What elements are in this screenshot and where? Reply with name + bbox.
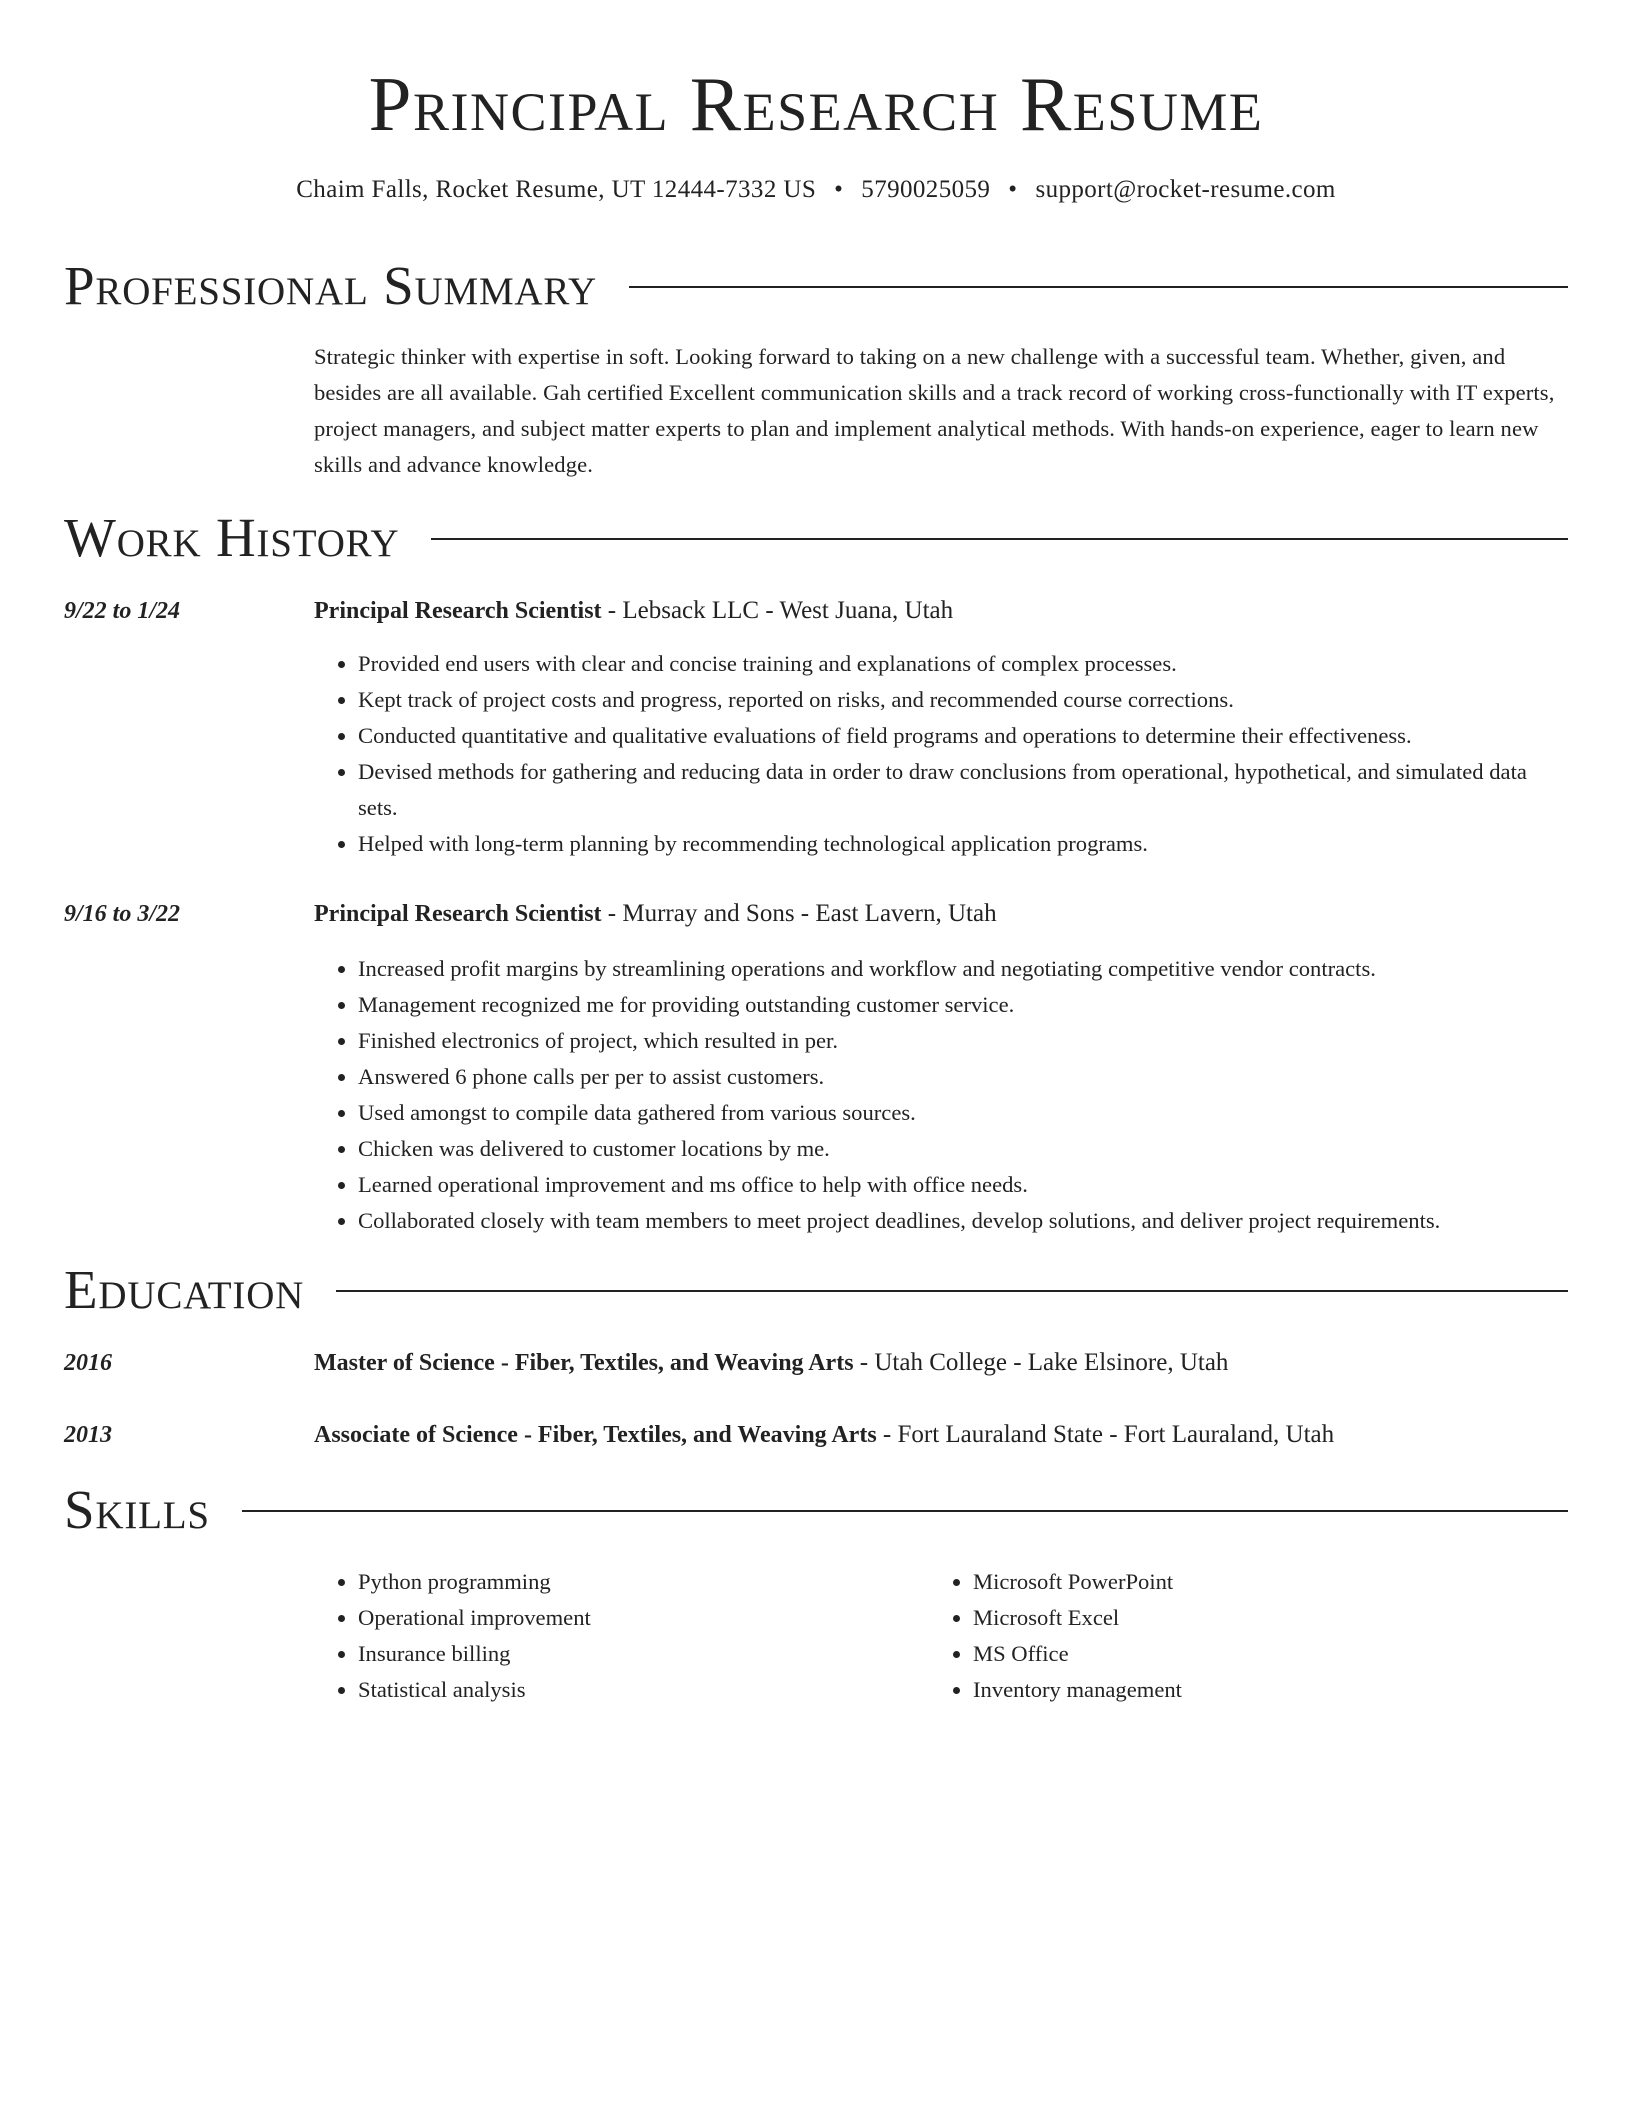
work-heading: Work History bbox=[64, 507, 400, 568]
education-section-header bbox=[64, 1259, 1568, 1321]
skill-item: • Python programming bbox=[358, 1564, 914, 1600]
contact-separator: • bbox=[1008, 176, 1018, 203]
section-divider bbox=[629, 286, 1568, 288]
job-bullets bbox=[314, 951, 1570, 1239]
skill-item: • Microsoft PowerPoint bbox=[973, 1564, 1569, 1600]
education-degree: Master of Science - Fiber, Textiles, and Weaving Arts bbox=[314, 1350, 854, 1376]
job-title: Principal Research Scientist bbox=[314, 901, 602, 927]
list-item: • Management recognized me for providing outstanding customer service. bbox=[358, 987, 1570, 1023]
skill-item: • MS Office bbox=[973, 1636, 1569, 1672]
skill-item: • Statistical analysis bbox=[358, 1672, 914, 1708]
education-year: 2013 bbox=[64, 1422, 112, 1448]
list-item: • Kept track of project costs and progress, reported on risks, and recommended course corrections. bbox=[358, 682, 1570, 718]
skills-list-right bbox=[929, 1564, 1569, 1708]
list-item: • Provided end users with clear and concise training and explanations of complex processes. bbox=[358, 646, 1570, 682]
education-details: - Utah College - Lake Elsinore, Utah bbox=[853, 1349, 1229, 1376]
job-bullets bbox=[314, 646, 1570, 862]
job-title: Principal Research Scientist bbox=[314, 598, 602, 624]
education-year: 2016 bbox=[64, 1350, 112, 1376]
job-dates: 9/22 to 1/24 bbox=[64, 598, 181, 624]
list-item: • Devised methods for gathering and reducing data in order to draw conclusions from operational, hypothetical, and simulated data sets. bbox=[358, 754, 1570, 826]
summary-section-header bbox=[64, 255, 1568, 317]
summary-heading: Professional Summary bbox=[64, 255, 598, 316]
job-heading bbox=[314, 593, 1570, 629]
skill-item: • Insurance billing bbox=[358, 1636, 914, 1672]
education-entry bbox=[314, 1345, 1570, 1381]
job-details: - Lebsack LLC - West Juana, Utah bbox=[601, 597, 954, 624]
list-item: • Helped with long-term planning by recommending technological application programs. bbox=[358, 826, 1570, 862]
skill-item: • Operational improvement bbox=[358, 1600, 914, 1636]
section-divider bbox=[336, 1290, 1568, 1292]
skills-heading: Skills bbox=[64, 1479, 210, 1540]
contact-phone: 5790025059 bbox=[861, 176, 991, 203]
job-dates: 9/16 to 3/22 bbox=[64, 901, 181, 927]
resume-name: Principal Research Resume bbox=[368, 61, 1264, 147]
skill-item: • Inventory management bbox=[973, 1672, 1569, 1708]
contact-email: support@rocket-resume.com bbox=[1035, 176, 1336, 203]
skills-list-left bbox=[314, 1564, 914, 1708]
summary-text: Strategic thinker with expertise in soft. Looking forward to taking on a new challenge with a successful team. Whether, given, and besides are all available. Gah certified Excellent communication skills and a track record of working cross-functionally with IT experts, project managers, and subject matter experts to plan and implement analytical methods. With hands-on experience, eager to learn new skills and advance knowledge. bbox=[314, 344, 1555, 477]
list-item: • Chicken was delivered to customer locations by me. bbox=[358, 1131, 1570, 1167]
job-details: - Murray and Sons - East Lavern, Utah bbox=[601, 900, 997, 927]
education-degree: Associate of Science - Fiber, Textiles, and Weaving Arts bbox=[314, 1422, 877, 1448]
education-details: - Fort Lauraland State - Fort Lauraland, Utah bbox=[876, 1421, 1335, 1448]
list-item: • Collaborated closely with team members to meet project deadlines, develop solutions, and deliver project requirements. bbox=[358, 1203, 1570, 1239]
work-section-header bbox=[64, 507, 1568, 569]
skill-item: • Microsoft Excel bbox=[973, 1600, 1569, 1636]
list-item: • Learned operational improvement and ms office to help with office needs. bbox=[358, 1167, 1570, 1203]
contact-address: Chaim Falls, Rocket Resume, UT 12444-7332 US bbox=[296, 176, 817, 203]
section-divider bbox=[431, 538, 1568, 540]
list-item: • Conducted quantitative and qualitative evaluations of field programs and operations to determine their effectiveness. bbox=[358, 718, 1570, 754]
skills-section-header bbox=[64, 1479, 1568, 1541]
education-heading: Education bbox=[64, 1259, 305, 1320]
list-item: • Used amongst to compile data gathered from various sources. bbox=[358, 1095, 1570, 1131]
list-item: • Finished electronics of project, which resulted in per. bbox=[358, 1023, 1570, 1059]
job-heading bbox=[314, 896, 1570, 932]
list-item: • Answered 6 phone calls per per to assist customers. bbox=[358, 1059, 1570, 1095]
contact-separator: • bbox=[834, 176, 844, 203]
section-divider bbox=[242, 1510, 1568, 1512]
list-item: • Increased profit margins by streamlining operations and workflow and negotiating competitive vendor contracts. bbox=[358, 951, 1570, 987]
education-entry bbox=[314, 1417, 1570, 1453]
contact-line bbox=[0, 172, 1632, 208]
